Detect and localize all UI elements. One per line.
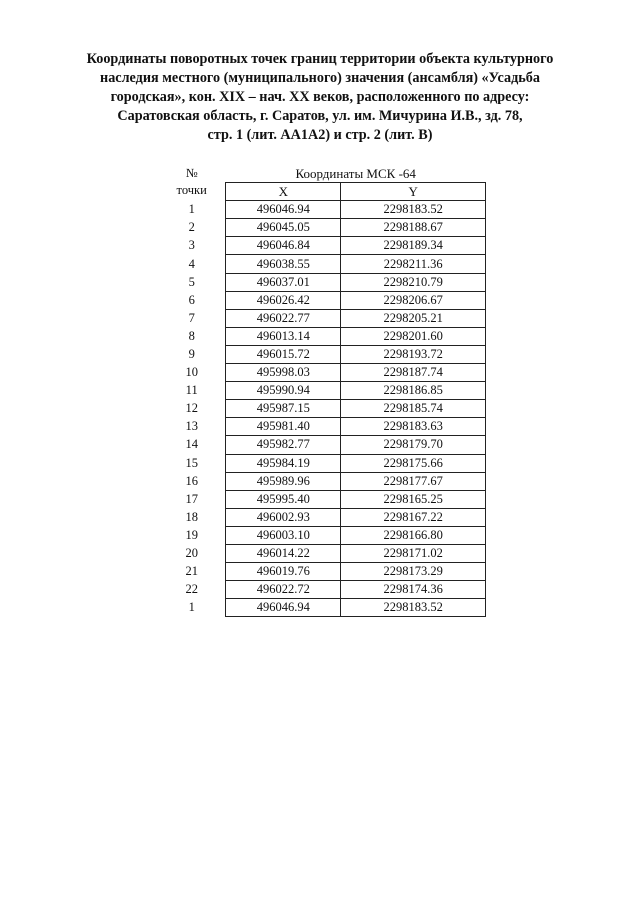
point-number-cell: 1 (188, 600, 195, 615)
x-coordinate-cell: 495990.94 (226, 382, 341, 400)
header-num-symbol: № (185, 166, 198, 180)
y-coordinate-cell: 2298185.74 (341, 400, 486, 418)
x-coordinate-cell: 496026.42 (226, 291, 341, 309)
point-number-cell: 1 (188, 202, 195, 217)
table-row (158, 237, 486, 255)
point-number-cell: 11 (185, 383, 198, 398)
table-row (158, 472, 486, 490)
point-number-cell: 17 (185, 491, 198, 506)
y-coordinate-cell: 2298183.52 (341, 599, 486, 617)
point-number-header (158, 165, 226, 201)
y-coordinate-cell: 2298210.79 (341, 273, 486, 291)
title-line: городская», кон. XIX – нач. XX веков, расположенного по адресу: (110, 89, 530, 105)
y-coordinate-cell: 2298183.63 (341, 418, 486, 436)
x-coordinate-cell: 496046.94 (226, 201, 341, 219)
y-coordinate-cell: 2298165.25 (341, 490, 486, 508)
y-coordinate-cell: 2298166.80 (341, 526, 486, 544)
table-row (158, 418, 486, 436)
x-coordinate-cell: 496002.93 (226, 508, 341, 526)
y-coordinate-cell: 2298177.67 (341, 472, 486, 490)
y-coordinate-cell: 2298183.52 (341, 201, 486, 219)
x-coordinate-cell: 496015.72 (226, 345, 341, 363)
y-coordinate-cell: 2298167.22 (341, 508, 486, 526)
table-row (158, 291, 486, 309)
x-coordinate-cell: 495987.15 (226, 400, 341, 418)
x-column-header: X (226, 183, 341, 201)
table-row (158, 454, 486, 472)
x-coordinate-cell: 496045.05 (226, 219, 341, 237)
y-coordinate-cell: 2298201.60 (341, 327, 486, 345)
y-coordinate-cell: 2298186.85 (341, 382, 486, 400)
table-row (158, 201, 486, 219)
x-coordinate-cell: 496022.77 (226, 309, 341, 327)
y-coordinate-cell: 2298179.70 (341, 436, 486, 454)
x-coordinate-cell: 496046.84 (226, 237, 341, 255)
title-line: Координаты поворотных точек границ территории объекта культурного (86, 51, 554, 67)
y-coordinate-cell: 2298189.34 (341, 237, 486, 255)
point-number-cell: 14 (185, 437, 198, 452)
point-number-cell: 7 (188, 310, 195, 325)
table-row (158, 309, 486, 327)
y-coordinate-cell: 2298174.36 (341, 581, 486, 599)
x-coordinate-cell: 495998.03 (226, 364, 341, 382)
y-coordinate-cell: 2298171.02 (341, 544, 486, 562)
point-number-cell: 12 (185, 401, 198, 416)
point-number-cell: 8 (188, 328, 195, 343)
y-coordinate-cell: 2298188.67 (341, 219, 486, 237)
x-coordinate-cell: 496046.94 (226, 599, 341, 617)
x-coordinate-cell: 496014.22 (226, 544, 341, 562)
y-coordinate-cell: 2298211.36 (341, 255, 486, 273)
point-number-cell: 16 (185, 473, 198, 488)
title-line: стр. 1 (лит. АА1А2) и стр. 2 (лит. В) (207, 127, 433, 143)
x-coordinate-cell: 495984.19 (226, 454, 341, 472)
x-coordinate-cell: 495989.96 (226, 472, 341, 490)
table-header-row (158, 165, 486, 183)
x-coordinate-cell: 496038.55 (226, 255, 341, 273)
document-title (40, 50, 600, 145)
table-row (158, 255, 486, 273)
table-row (158, 563, 486, 581)
coordinates-group-header: Координаты МСК -64 (226, 165, 486, 183)
point-number-cell: 22 (185, 582, 198, 597)
header-num-label: точки (176, 183, 207, 197)
point-number-cell: 3 (188, 238, 195, 253)
table-row (158, 364, 486, 382)
y-coordinate-cell: 2298193.72 (341, 345, 486, 363)
x-coordinate-cell: 496003.10 (226, 526, 341, 544)
x-coordinate-cell: 495981.40 (226, 418, 341, 436)
coordinates-table (158, 165, 486, 617)
point-number-cell: 10 (185, 365, 198, 380)
y-coordinate-cell: 2298206.67 (341, 291, 486, 309)
point-number-cell: 5 (188, 274, 195, 289)
table-row (158, 273, 486, 291)
table-row (158, 400, 486, 418)
table-row (158, 581, 486, 599)
title-line: Саратовская область, г. Саратов, ул. им. Мичурина И.В., зд. 78, (117, 108, 523, 124)
title-line: наследия местного (муниципального) значения (ансамбля) «Усадьба (100, 70, 540, 86)
x-coordinate-cell: 496037.01 (226, 273, 341, 291)
point-number-cell: 6 (188, 292, 195, 307)
point-number-cell: 4 (188, 256, 195, 271)
point-number-cell: 15 (185, 455, 198, 470)
table-row (158, 544, 486, 562)
y-coordinate-cell: 2298173.29 (341, 563, 486, 581)
x-coordinate-cell: 495995.40 (226, 490, 341, 508)
table-row (158, 345, 486, 363)
table-row (158, 327, 486, 345)
y-coordinate-cell: 2298187.74 (341, 364, 486, 382)
table-row (158, 526, 486, 544)
y-coordinate-cell: 2298205.21 (341, 309, 486, 327)
point-number-cell: 9 (188, 346, 195, 361)
table-row (158, 436, 486, 454)
table-row (158, 599, 486, 617)
point-number-cell: 19 (185, 527, 198, 542)
y-coordinate-cell: 2298175.66 (341, 454, 486, 472)
x-coordinate-cell: 495982.77 (226, 436, 341, 454)
x-coordinate-cell: 496022.72 (226, 581, 341, 599)
point-number-cell: 13 (185, 419, 198, 434)
x-coordinate-cell: 496019.76 (226, 563, 341, 581)
table-row (158, 219, 486, 237)
table-body (158, 201, 486, 617)
point-number-cell: 2 (188, 220, 195, 235)
point-number-cell: 20 (185, 546, 198, 561)
x-coordinate-cell: 496013.14 (226, 327, 341, 345)
point-number-cell: 21 (185, 564, 198, 579)
table-row (158, 490, 486, 508)
point-number-cell: 18 (185, 509, 198, 524)
table-row (158, 508, 486, 526)
y-column-header: Y (341, 183, 486, 201)
table-row (158, 382, 486, 400)
